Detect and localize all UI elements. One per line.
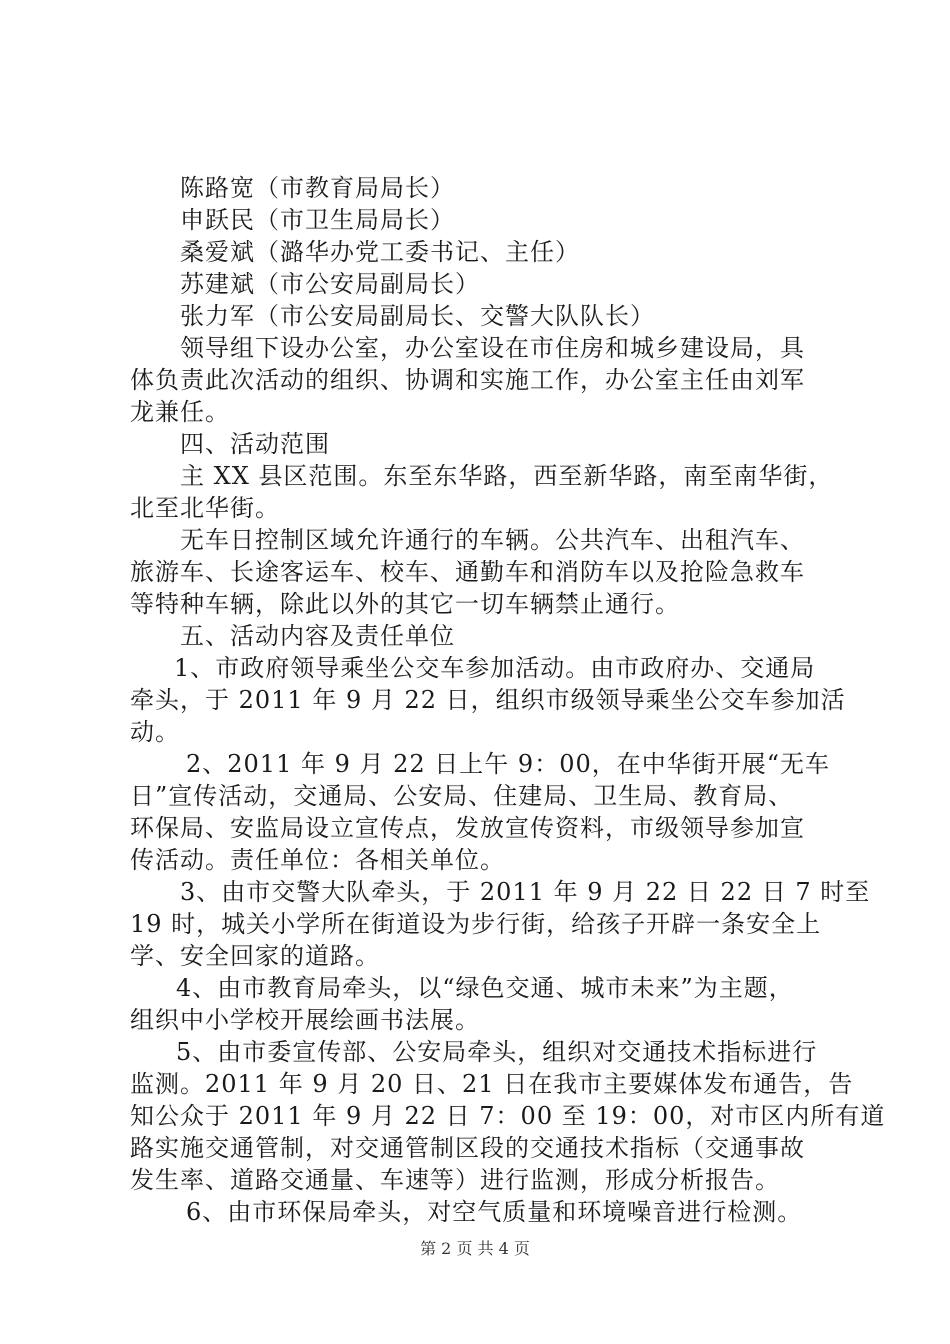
text-line: 牵头，于 2011 年 9 月 22 日，组织市级领导乘坐公交车参加活 [130,686,846,714]
section-heading: 五、活动内容及责任单位 [180,622,455,650]
section-heading: 四、活动范围 [180,430,330,458]
text-line: 旅游车、长途客运车、校车、通勤车和消防车以及抢险急救车 [130,558,805,586]
text-line: 3、由市交警大队牵头，于 2011 年 9 月 22 日 22 日 7 时至 [180,878,871,906]
text-line: 动。 [130,718,180,746]
text-line: 4、由市教育局牵头，以“绿色交通、城市未来”为主题， [176,974,794,1002]
text-line: 无车日控制区域允许通行的车辆。公共汽车、出租汽车、 [180,526,805,554]
text-line: 环保局、安监局设立宣传点，发放宣传资料，市级领导参加宣 [130,814,805,842]
text-line: 苏建斌（市公安局副局长） [180,270,480,298]
text-line: 1、市政府领导乘坐公交车参加活动。由市政府办、交通局 [174,654,816,682]
text-line: 学、安全回家的道路。 [130,942,380,970]
text-line: 日”宣传活动，交通局、公安局、住建局、卫生局、教育局、 [130,782,794,810]
text-line: 体负责此次活动的组织、协调和实施工作，办公室主任由刘军 [130,366,805,394]
text-line: 知公众于 2011 年 9 月 22 日 7：00 至 19：00，对市区内所有道 [130,1102,886,1130]
text-line: 6、由市环保局牵头，对空气质量和环境噪音进行检测。 [186,1198,803,1226]
text-line: 等特种车辆，除此以外的其它一切车辆禁止通行。 [130,590,680,618]
text-line: 监测。2011 年 9 月 20 日、21 日在我市主要媒体发布通告，告 [130,1070,854,1098]
text-line: 申跃民（市卫生局局长） [180,206,455,234]
text-line: 发生率、道路交通量、车速等）进行监测，形成分析报告。 [130,1166,780,1194]
text-line: 龙兼任。 [130,398,230,426]
text-line: 传活动。责任单位：各相关单位。 [130,846,505,874]
text-line: 主 XX 县区范围。东至东华路，西至新华路，南至南华街， [180,462,834,490]
text-line: 组织中小学校开展绘画书法展。 [130,1006,480,1034]
text-line: 5、由市委宣传部、公安局牵头，组织对交通技术指标进行 [176,1038,818,1066]
text-line: 陈路宽（市教育局局长） [180,174,455,202]
text-line: 2、2011 年 9 月 22 日上午 9：00，在中华街开展“无车 [186,750,831,778]
text-line: 领导组下设办公室，办公室设在市住房和城乡建设局，具 [180,334,805,362]
text-line: 北至北华街。 [130,494,280,522]
text-line: 张力军（市公安局副局长、交警大队队长） [180,302,655,330]
text-line: 路实施交通管制，对交通管制区段的交通技术指标（交通事故 [130,1134,805,1162]
text-line: 19 时，城关小学所在街道设为步行街，给孩子开辟一条安全上 [130,910,822,938]
page-footer: 第 2 页 共 4 页 [420,1239,530,1258]
text-line: 桑爱斌（潞华办党工委书记、主任） [180,238,580,266]
